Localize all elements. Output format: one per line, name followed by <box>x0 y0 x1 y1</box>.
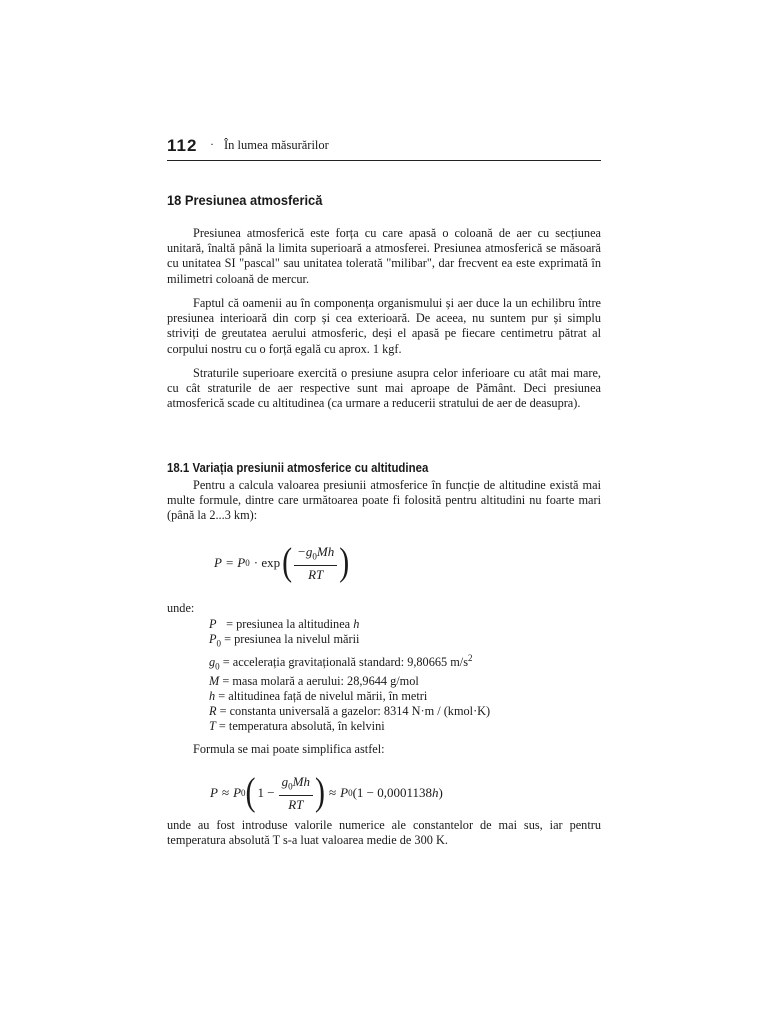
list-item: M = masa molară a aerului: 28,9644 g/mol <box>209 674 419 689</box>
simplify-text: Formula se mai poate simplifica astfel: <box>193 742 385 756</box>
list-item: h = altitudinea față de nivelul mării, în metri <box>209 689 428 704</box>
paragraph-1: Presiunea atmosferică este forța cu care apasă o coloană de aer cu secțiunea unitară, înaltă până la limita superioară a atmosferei. Presiunea atmosferică se măsoară cu unitatea SI "pascal" sau unitatea tolerată "milibar", dar frecvent ea este exprimată în milimetri coloană de mercur. <box>167 226 601 286</box>
closing-paragraph: unde au fost introduse valorile numerice ale constantelor de mai sus, iar pentru temperatura absolută T s-a luat valoarea medie de 300 K. <box>167 818 601 848</box>
list-item: P = presiunea la altitudinea h <box>209 617 360 631</box>
paragraph-3: Straturile superioare exercită o presiune asupra celor inferioare cu atât mai mare, cu cât straturile de aer respective sunt mai aproape de Pământ. Deci presiunea atmosferică scade cu altitudinea (ca urmare a reducerii stratului de aer de deasupra). <box>167 366 601 411</box>
formula-fraction: $\frac{g_0Mh}{RT}$ <box>279 774 313 813</box>
simplified-formula: P ≈ P 0 ( 1 − $\frac{g_0Mh}{RT}$ ) ≈ P 0 (1 − 0,0001138 h ) <box>210 770 443 814</box>
header-separator: · <box>210 137 214 151</box>
subsection-intro: Pentru a calcula valoarea presiunii atmosferice în funcție de altitudine există mai multe formule, dintre care următoarea poate fi folosită pentru altitudini nu foarte mari (până la 2...3 km): <box>167 478 601 523</box>
list-item: $P_0$ = presiunea la nivelul mării <box>209 631 360 649</box>
list-item: $g_0$ = accelerația gravitațională standard: 9,80665 $m/s^2$ <box>209 653 473 672</box>
section-title: 18 Presiunea atmosferică <box>167 192 323 208</box>
running-title: În lumea măsurărilor <box>224 138 329 152</box>
where-label: unde: <box>167 601 195 615</box>
list-item: R = constanta universală a gazelor: 8314 N·m / (kmol·K) <box>209 703 491 718</box>
pressure-formula: P = P 0 · exp ( $\frac{-g_0Mh}{RT}$ ) <box>214 540 350 584</box>
formula-fraction: $\frac{-g_0Mh}{RT}$ <box>294 544 337 583</box>
paragraph-2: Faptul că oamenii au în componența organismului și aer duce la un echilibru între presiunea interioară din corp și cea exterioară. De aceea, nu suntem pur și simplu striviți de greutatea aerului atmosferic, deși el apasă pe fiecare centimetru pătrat al corpului nostru cu o forță egală cu aprox. 1 kgf. <box>167 296 601 356</box>
variable-list <box>209 617 490 734</box>
page-header <box>167 136 601 161</box>
list-item: T = temperatura absolută, în kelvini <box>209 718 385 733</box>
subsection-title: 18.1 Variația presiunii atmosferice cu altitudinea <box>167 460 429 475</box>
page-number: 112 <box>167 136 198 155</box>
